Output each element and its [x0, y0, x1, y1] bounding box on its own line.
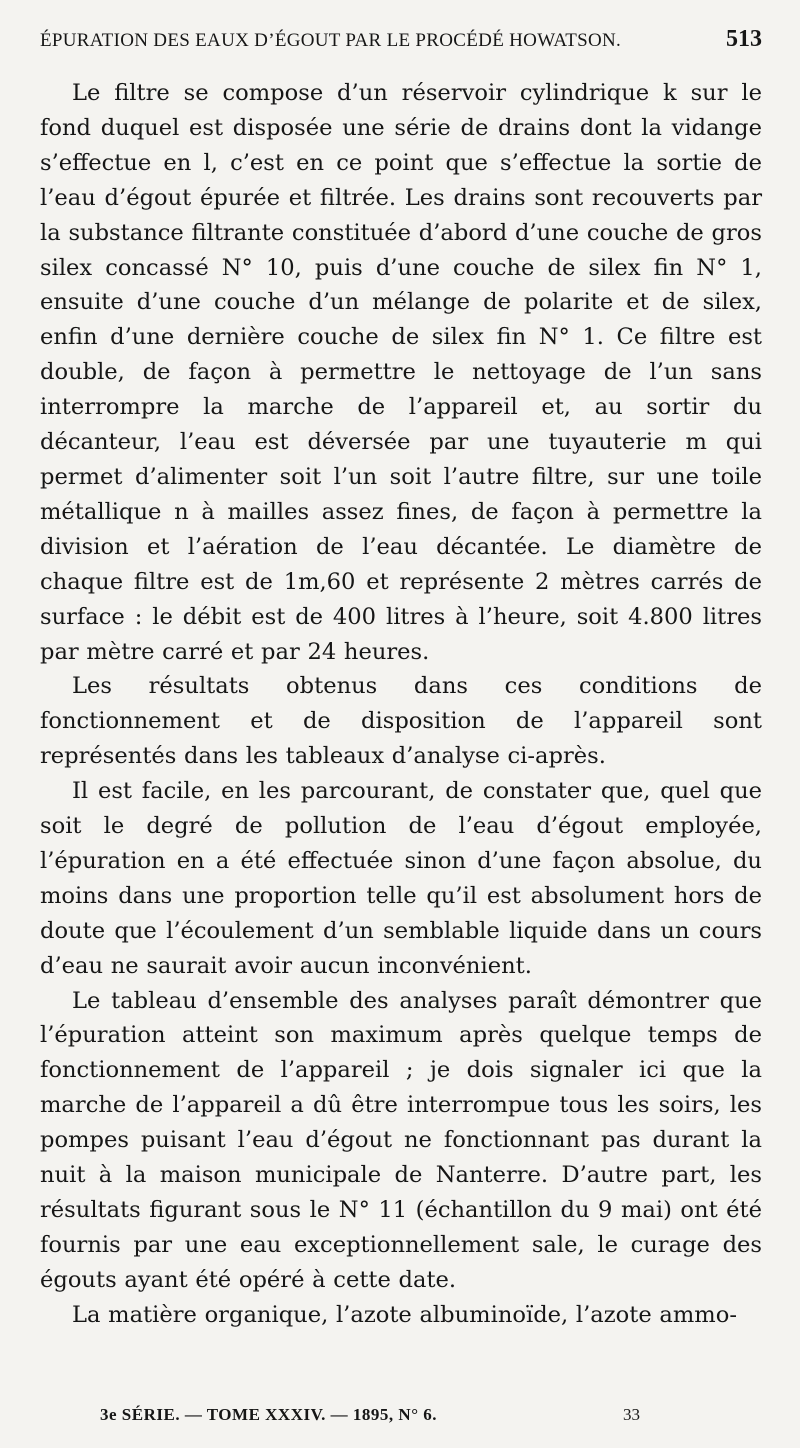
paragraph-organic-matter: La matière organique, l’azote albuminoïde, l’azote ammo-: [72, 1301, 737, 1328]
body-text: [40, 76, 762, 1333]
footer-signature: 33: [623, 1405, 640, 1424]
paragraph-filter-description: Le filtre se compose d’un réservoir cylindrique k sur le fond duquel est disposée une série de drains dont la vidange s’effectue en l, c’est en ce point que s’effectue la sortie de l’eau d’égout épurée et filtrée. Les drains sont recouverts par la substance filtrante constituée d’abord d’une couche de gros silex concassé N° 10, puis d’une couche de silex fin N° 1, ensuite d’une couche d’un mélange de polarite et de silex, enfin d’une dernière couche de silex fin N° 1. Ce filtre est double, de façon à permettre le nettoyage de l’un sans interrompre la marche de l’appareil et, au sortir du décanteur, l’eau est déversée par une tuyauterie m qui permet d’alimenter soit l’un soit l’autre filtre, sur une toile métallique n à mailles assez fines, de façon à permettre la division et l’aération de l’eau décantée. Le diamètre de chaque filtre est de 1m,60 et représente 2 mètres carrés de surface : le débit est de 400 litres à l’heure, soit 4.800 litres par mètre carré et par 24 heures.: [40, 80, 762, 665]
running-title: ÉPURATION DES EAUX D’ÉGOUT PAR LE PROCÉDÉ HOWATSON.: [40, 30, 622, 51]
paragraph-analysis-table: Le tableau d’ensemble des analyses paraît démontrer que l’épuration atteint son maximum après quelque temps de fonctionnement de l’appareil ; je dois signaler ici que la marche de l’appareil a dû être interrompue tous les soirs, les pompes puisant l’eau d’égout ne fonctionnant pas durant la nuit à la maison municipale de Nanterre. D’autre part, les résultats figurant sous le N° 11 (échantillon du 9 mai) ont été fournis par une eau exceptionnellement sale, le curage des égouts ayant été opéré à cette date.: [40, 987, 762, 1293]
footer-series: 3e SÉRIE. — TOME XXXIV. — 1895, N° 6.: [100, 1405, 438, 1424]
page-footer: [100, 1405, 640, 1425]
page-number: 513: [726, 26, 762, 52]
paragraph-results: Les résultats obtenus dans ces conditions de fonctionnement et de disposition de l’appareil sont représentés dans les tableaux d’analyse ci-après.: [40, 673, 762, 770]
paragraph-pollution: Il est facile, en les parcourant, de constater que, quel que soit le degré de pollution de l’eau d’égout employée, l’épuration en a été effectuée sinon d’une façon absolue, du moins dans une proportion telle qu’il est absolument hors de doute que l’écoulement d’un semblable liquide dans un cours d’eau ne saurait avoir aucun inconvénient.: [40, 778, 762, 979]
running-head: [40, 26, 762, 76]
